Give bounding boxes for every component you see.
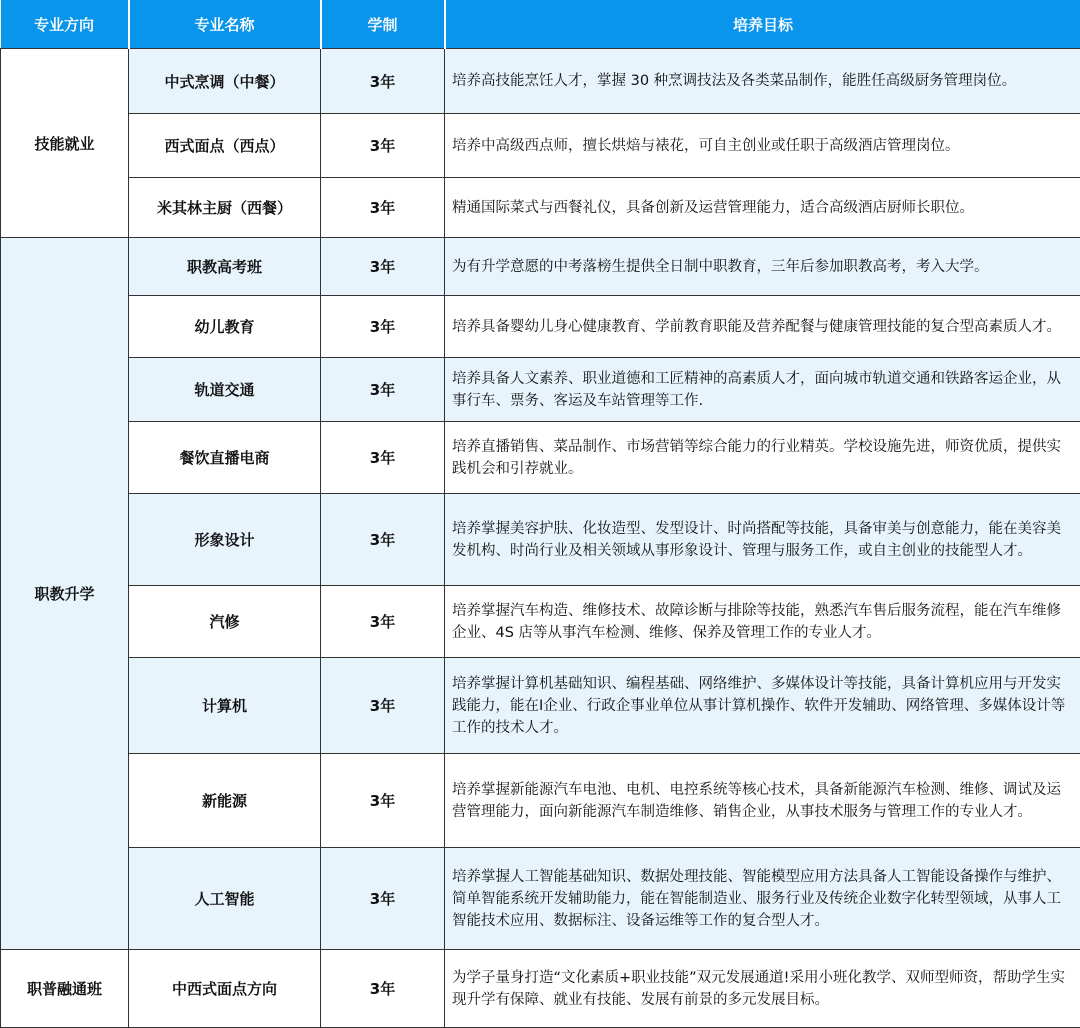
program-duration: 3年 bbox=[321, 238, 445, 296]
table-row bbox=[1, 754, 1080, 848]
program-duration: 3年 bbox=[321, 848, 445, 950]
program-goal: 培养掌握美容护肤、化妆造型、发型设计、时尚搭配等技能，具备审美与创意能力，能在美容美发机构、时尚行业及相关领域从事形象设计、管理与服务工作，或自主创业的技能型人才。 bbox=[445, 494, 1080, 586]
program-goal: 培养掌握新能源汽车电池、电机、电控系统等核心技术，具备新能源汽车检测、维修、调试及运营管理能力，面向新能源汽车制造维修、销售企业，从事技术服务与管理工作的专业人才。 bbox=[445, 754, 1080, 848]
header-goal: 培养目标 bbox=[445, 0, 1080, 49]
program-name: 人工智能 bbox=[129, 848, 321, 950]
program-duration: 3年 bbox=[321, 358, 445, 422]
header-row bbox=[1, 0, 1080, 49]
program-duration: 3年 bbox=[321, 754, 445, 848]
program-duration: 3年 bbox=[321, 658, 445, 754]
table-row bbox=[1, 848, 1080, 950]
program-name: 中式烹调（中餐） bbox=[129, 49, 321, 114]
program-goal: 培养中高级西点师，擅长烘焙与裱花，可自主创业或任职于高级酒店管理岗位。 bbox=[445, 114, 1080, 178]
program-goal: 为学子量身打造“文化素质+职业技能”双元发展通道!采用小班化教学、双师型师资，帮助学生实现升学有保障、就业有技能、发展有前景的多元发展目标。 bbox=[445, 950, 1080, 1028]
program-name: 餐饮直播电商 bbox=[129, 422, 321, 494]
program-name: 计算机 bbox=[129, 658, 321, 754]
program-duration: 3年 bbox=[321, 950, 445, 1028]
program-goal: 培养高技能烹饪人才，掌握 30 种烹调技法及各类菜品制作，能胜任高级厨务管理岗位。 bbox=[445, 49, 1080, 114]
program-name: 米其林主厨（西餐） bbox=[129, 178, 321, 238]
program-goal: 培养掌握计算机基础知识、编程基础、网络维护、多媒体设计等技能，具备计算机应用与开发实践能力，能在I企业、行政企事业单位从事计算机操作、软件开发辅助、网络管理、多媒体设计等工作的技术人才。 bbox=[445, 658, 1080, 754]
table-row bbox=[1, 422, 1080, 494]
program-name: 形象设计 bbox=[129, 494, 321, 586]
program-name: 汽修 bbox=[129, 586, 321, 658]
program-goal: 培养掌握汽车构造、维修技术、故障诊断与排除等技能，熟悉汽车售后服务流程，能在汽车维修企业、4S 店等从事汽车检测、维修、保养及管理工作的专业人才。 bbox=[445, 586, 1080, 658]
table-row bbox=[1, 358, 1080, 422]
program-goal: 培养掌握人工智能基础知识、数据处理技能、智能模型应用方法具备人工智能设备操作与维护、简单智能系统开发辅助能力，能在智能制造业、服务行业及传统企业数字化转型领域，从事人工智能技术应用、数据标注、设备运维等工作的复合型人才。 bbox=[445, 848, 1080, 950]
table-row bbox=[1, 114, 1080, 178]
program-duration: 3年 bbox=[321, 114, 445, 178]
header-name: 专业名称 bbox=[129, 0, 321, 49]
program-duration: 3年 bbox=[321, 296, 445, 358]
direction-cell: 技能就业 bbox=[1, 49, 129, 238]
header-duration: 学制 bbox=[321, 0, 445, 49]
program-name: 轨道交通 bbox=[129, 358, 321, 422]
program-duration: 3年 bbox=[321, 494, 445, 586]
program-duration: 3年 bbox=[321, 586, 445, 658]
program-name: 职教高考班 bbox=[129, 238, 321, 296]
table-row bbox=[1, 296, 1080, 358]
table-row bbox=[1, 494, 1080, 586]
program-duration: 3年 bbox=[321, 49, 445, 114]
program-duration: 3年 bbox=[321, 422, 445, 494]
table-row bbox=[1, 49, 1080, 114]
table-row bbox=[1, 178, 1080, 238]
program-name: 新能源 bbox=[129, 754, 321, 848]
program-name: 西式面点（西点） bbox=[129, 114, 321, 178]
program-goal: 培养具备人文素养、职业道德和工匠精神的高素质人才，面向城市轨道交通和铁路客运企业，从事行车、票务、客运及车站管理等工作. bbox=[445, 358, 1080, 422]
table-row bbox=[1, 950, 1080, 1028]
header-direction: 专业方向 bbox=[1, 0, 129, 49]
direction-cell: 职教升学 bbox=[1, 238, 129, 950]
table-row bbox=[1, 586, 1080, 658]
table-row bbox=[1, 658, 1080, 754]
program-goal: 精通国际菜式与西餐礼仪，具备创新及运营管理能力，适合高级酒店厨师长职位。 bbox=[445, 178, 1080, 238]
program-name: 中西式面点方向 bbox=[129, 950, 321, 1028]
table-row bbox=[1, 238, 1080, 296]
program-name: 幼儿教育 bbox=[129, 296, 321, 358]
program-goal: 培养直播销售、菜品制作、市场营销等综合能力的行业精英。学校设施先进，师资优质，提供实践机会和引荐就业。 bbox=[445, 422, 1080, 494]
program-duration: 3年 bbox=[321, 178, 445, 238]
direction-cell: 职普融通班 bbox=[1, 950, 129, 1028]
program-goal: 培养具备婴幼儿身心健康教育、学前教育职能及营养配餐与健康管理技能的复合型高素质人才。 bbox=[445, 296, 1080, 358]
program-goal: 为有升学意愿的中考落榜生提供全日制中职教育，三年后参加职教高考，考入大学。 bbox=[445, 238, 1080, 296]
